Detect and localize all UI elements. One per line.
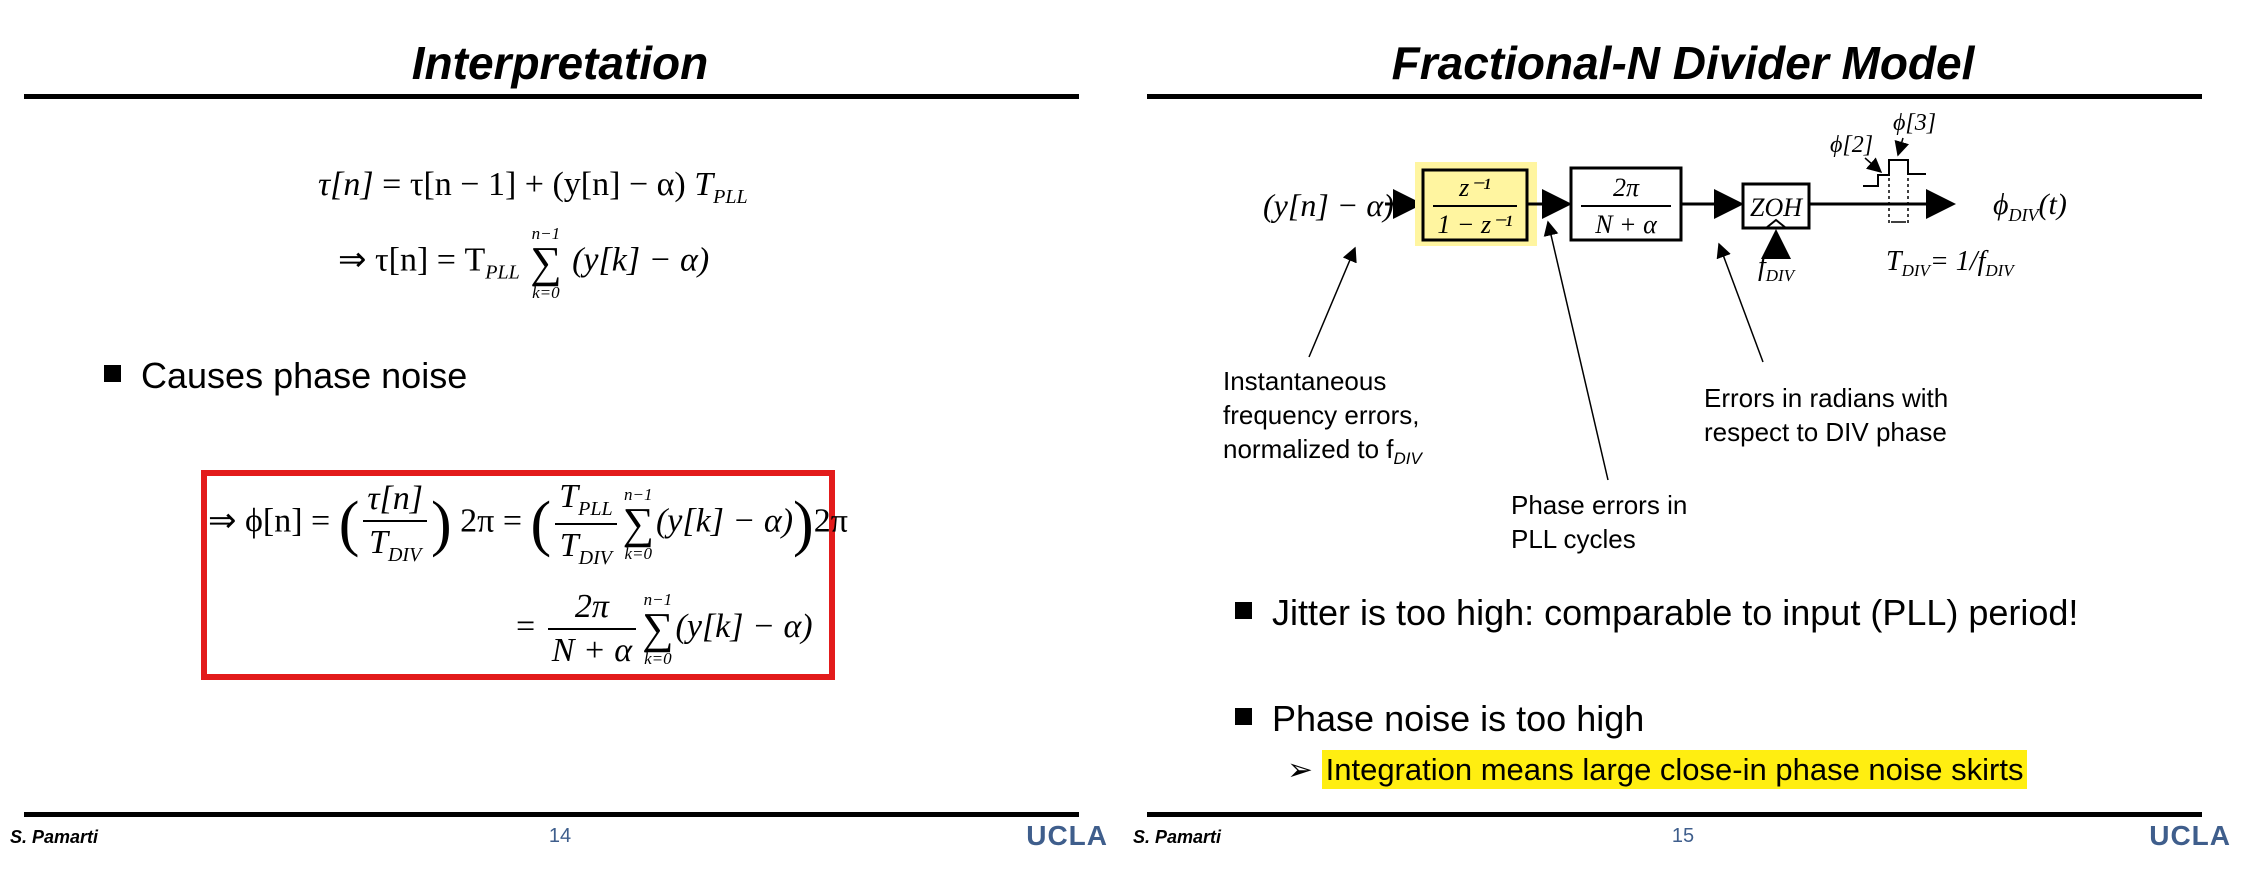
equals: = — [502, 502, 523, 540]
frac2-den: T — [559, 526, 579, 564]
frac3-num: 2π — [574, 588, 609, 625]
paren-open-2: ( — [530, 489, 552, 558]
paren-close-2: ) — [793, 489, 814, 558]
sub-bullet-text: Integration means large close-in phase noise skirts — [1322, 750, 2028, 789]
footer-author: S. Pamarti — [1133, 827, 1222, 847]
frac1-den-sub: DIV — [387, 544, 422, 567]
bullet-text: Phase noise is too high — [1272, 698, 1645, 739]
zoh-label: ZOH — [1749, 193, 1803, 222]
label-phase-errors — [1511, 488, 1687, 556]
sub-bullet-integration — [1287, 752, 2027, 788]
frac2-den-sub: DIV — [578, 546, 612, 569]
equation-phi-line1 — [208, 478, 848, 570]
bullet-causes-phase-noise — [104, 355, 467, 397]
two-pi-2: 2π — [813, 502, 848, 540]
eq1-lhs: τ[n] — [318, 166, 374, 203]
summation — [530, 225, 561, 301]
frac2-num: T — [559, 478, 579, 515]
box-sum-lower: k=0 — [624, 543, 653, 563]
bullet-square — [104, 365, 121, 382]
inst-line3: normalized to $f_{DIV}$ — [1223, 434, 1422, 469]
equation-tau-sum — [338, 225, 709, 301]
page-number: 14 — [548, 825, 572, 847]
tdiv-relation: $T_{DIV}= 1/f_{DIV}$ — [1886, 246, 2014, 280]
frac1-den: T — [369, 524, 388, 562]
label-instantaneous — [1223, 364, 1422, 476]
pointer-phase-errors — [1548, 222, 1608, 480]
slide-title: Fractional-N Divider Model — [1391, 37, 1975, 89]
inst-line2: frequency errors, — [1223, 400, 1420, 430]
box2-sum-upper: n−1 — [643, 590, 673, 610]
phase-line2: PLL cycles — [1511, 524, 1636, 554]
frac3-den: N + α — [551, 632, 633, 669]
bullet-text: Causes phase noise — [141, 355, 468, 396]
page-number: 15 — [1671, 825, 1695, 847]
ucla-logo: UCLA — [1026, 820, 1108, 851]
summation-box — [623, 486, 654, 562]
label-radians — [1704, 381, 1948, 449]
bullet-square — [1235, 708, 1252, 725]
bullet-phase-noise — [1235, 698, 1644, 740]
sum-lower: k=0 — [532, 282, 560, 302]
footer-rule — [24, 812, 1079, 817]
paren-open: ( — [338, 489, 360, 558]
arrow-phi3 — [1898, 138, 1903, 155]
slide-14 — [0, 0, 1120, 885]
phi-prefix: ⇒ ϕ[n] = — [208, 502, 331, 540]
arrow-phi2 — [1865, 158, 1881, 172]
box-sum-upper: n−1 — [624, 484, 653, 504]
equation-tau-recursion — [318, 166, 748, 209]
input-signal: (y[n] − α) — [1263, 187, 1394, 223]
slide-15 — [1123, 0, 2243, 885]
ucla-logo: UCLA — [2149, 820, 2231, 851]
frac2-num-sub: PLL — [578, 497, 613, 520]
bullet-jitter — [1235, 592, 2078, 634]
phi3-label: ϕ[3] — [1893, 110, 1937, 136]
phase-line1: Phase errors in — [1511, 490, 1688, 520]
rad-line2: respect to DIV phase — [1704, 417, 1947, 447]
footer-rule — [1147, 812, 2202, 817]
footer-author: S. Pamarti — [10, 827, 99, 847]
output-phase: $\phi_{DIV}(t)$ — [1993, 188, 2067, 225]
equals-2: = — [516, 607, 536, 645]
block2-den: N + α — [1595, 210, 1657, 239]
sum-sigma: ∑ — [530, 238, 562, 287]
fdiv-label: $f_{DIV}$ — [1758, 251, 1795, 285]
bullet-text: Jitter is too high: comparable to input (PLL) period! — [1272, 592, 2079, 633]
eq1-t: T — [694, 166, 714, 203]
two-pi: 2π — [460, 502, 495, 540]
phi2-label: ϕ[2] — [1830, 132, 1874, 158]
bullet-square — [1235, 602, 1252, 619]
title-rule — [24, 94, 1079, 99]
frac1-num: τ[n] — [367, 480, 424, 518]
box2-sum-sigma: ∑ — [642, 604, 674, 654]
pointer-instantaneous — [1309, 248, 1355, 357]
frac-2pi-n-alpha — [548, 588, 636, 670]
eq2-prefix-sub: PLL — [485, 261, 520, 284]
frac-tau-tdiv — [363, 480, 427, 567]
box2-term: (y[k] − α) — [675, 607, 813, 645]
eq1-rhs: = τ[n − 1] + (y[n] − α) — [382, 166, 686, 203]
paren-close: ) — [431, 489, 452, 558]
inst-line1: Instantaneous — [1223, 366, 1387, 396]
rad-line1: Errors in radians with — [1704, 383, 1949, 413]
eq2-prefix: ⇒ τ[n] = T — [338, 241, 486, 279]
arrow-bullet-icon: ➢ — [1287, 752, 1313, 787]
box-sum-sigma: ∑ — [622, 498, 654, 548]
equation-phi-line2 — [516, 588, 813, 670]
eq2-term: (y[k] − α) — [572, 241, 710, 279]
block1-den: 1 − z⁻¹ — [1437, 210, 1513, 239]
eq1-t-sub: PLL — [713, 185, 748, 208]
slide-title: Interpretation — [411, 37, 709, 89]
sum-upper: n−1 — [531, 224, 561, 243]
summation-box-2 — [642, 591, 673, 667]
box2-sum-lower: k=0 — [644, 648, 672, 668]
block1-num: z⁻¹ — [1459, 173, 1491, 202]
block2-num: 2π — [1612, 173, 1640, 202]
box-term: (y[k] − α) — [655, 502, 794, 540]
pointer-radians — [1719, 244, 1763, 362]
frac-tpll-tdiv — [555, 478, 616, 570]
